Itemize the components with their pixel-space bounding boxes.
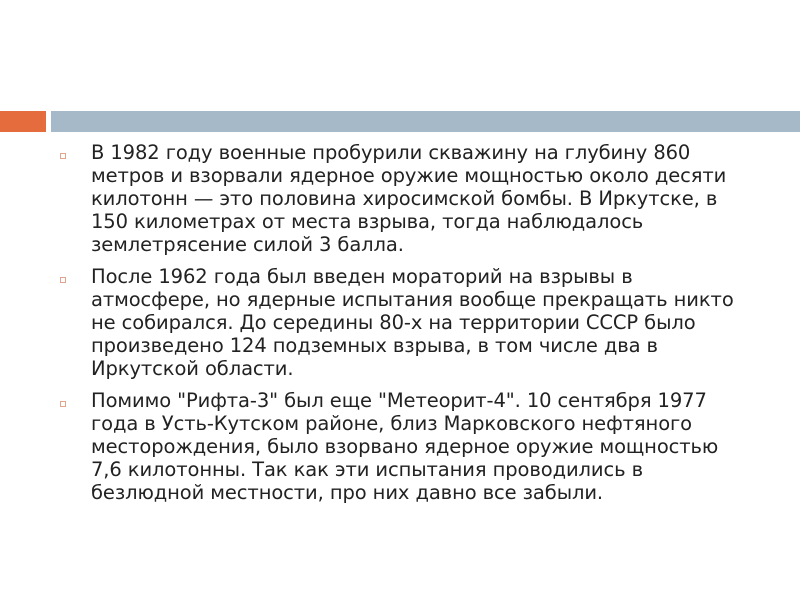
square-bullet-icon bbox=[60, 153, 66, 159]
square-bullet-icon bbox=[60, 401, 66, 407]
list-item bbox=[60, 389, 750, 504]
bullet-text: Помимо "Рифта-3" был еще "Метеорит-4". 10 сентября 1977 года в Усть-Кутском районе, близ Марковского нефтяного месторождения, было взорвано ядерное оружие мощностью 7,6 килотонны. Так как эти испытания проводились в безлюдной местности, про них давно все забыли. bbox=[91, 389, 719, 504]
list-item bbox=[60, 141, 750, 256]
bullet-list bbox=[60, 141, 750, 513]
list-item bbox=[60, 265, 750, 380]
bullet-text: В 1982 году военные пробурили скважину на глубину 860 метров и взорвали ядерное оружие мощностью около десяти килотонн — это половина хиросимской бомбы. В Иркутске, в 150 километрах от места взрыва, тогда наблюдалось землетрясение силой 3 балла. bbox=[91, 141, 727, 256]
accent-bar-right bbox=[51, 111, 800, 132]
bullet-text: После 1962 года был введен мораторий на взрывы в атмосфере, но ядерные испытания вообще прекращать никто не собирался. До середины 80-х на территории СССР было произведено 124 подземных взрыва, в том числе два в Иркутской области. bbox=[91, 265, 734, 380]
square-bullet-icon bbox=[60, 277, 66, 283]
accent-bar-left bbox=[0, 111, 46, 132]
